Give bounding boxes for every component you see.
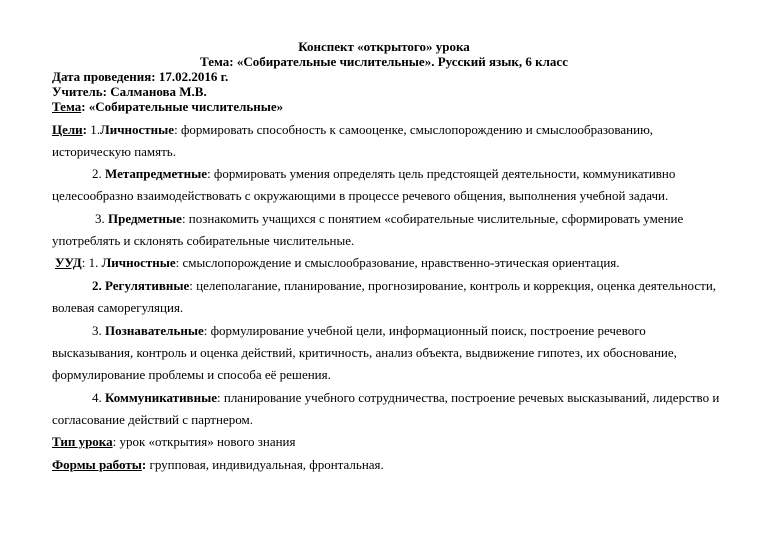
cognitive-label: Познавательные bbox=[105, 323, 204, 338]
meta-text: : формировать умения определять цель предстоящей деятельности, коммуникативно bbox=[207, 166, 676, 181]
uud-label: УУД bbox=[55, 255, 82, 270]
topic-label: Тема bbox=[52, 99, 82, 114]
topic-line bbox=[52, 100, 283, 114]
subject-text-cont: употреблять и склонять собирательные числительные. bbox=[52, 233, 355, 248]
personal-text-cont: историческую память. bbox=[52, 144, 176, 159]
uud-personal-text: : смыслопорождение и смыслообразование, нравственно-этическая ориентация. bbox=[175, 255, 620, 270]
subject-text: : познакомить учащихся с понятием «собирательные числительные, сформировать умение bbox=[181, 211, 684, 226]
communicative-label: Коммуникативные bbox=[105, 390, 217, 405]
uud-personal-label: Личностные bbox=[101, 255, 176, 270]
meta-label: Метапредметные bbox=[105, 166, 208, 181]
communicative-line: 4. Коммуникативные: планирование учебного сотрудничества, построение речевых высказываний, лидерство и bbox=[92, 390, 720, 405]
lesson-type-line bbox=[52, 435, 296, 449]
subject-label: Предметные bbox=[108, 211, 182, 226]
personal-text: : формировать способность к самооценке, смыслопорождению и смыслообразованию, bbox=[174, 122, 654, 137]
communicative-text-cont: согласование действий с партнером. bbox=[52, 412, 253, 427]
cognitive-line: 3. Познавательные: формулирование учебной цели, информационный поиск, построение речевого bbox=[92, 323, 646, 338]
goals-label: Цели bbox=[52, 122, 83, 137]
work-forms-line: Формы работы: групповая, индивидуальная, фронтальная. bbox=[52, 457, 384, 472]
uud-line: УУД: 1. Личностные: смыслопорождение и смыслообразование, нравственно-этическая ориентация. bbox=[55, 255, 620, 270]
teacher-line: Учитель: Салманова М.В. bbox=[52, 84, 207, 99]
lesson-type-label: Тип урока bbox=[52, 434, 113, 449]
cognitive-text-cont2: формулирование проблемы и способа её решения. bbox=[52, 367, 331, 382]
regulatory-label: 2. Регулятивные bbox=[92, 278, 190, 293]
work-forms-label: Формы работы bbox=[52, 457, 142, 472]
doc-subtitle: Тема: «Собирательные числительные». Русский язык, 6 класс bbox=[200, 54, 568, 69]
goals-line: Цели: 1.Личностные: формировать способность к самооценке, смыслопорождению и смыслообразованию, bbox=[52, 122, 654, 137]
regulatory-text: : целеполагание, планирование, прогнозирование, контроль и коррекция, оценка деятельности, bbox=[189, 278, 717, 293]
cognitive-text-cont: высказывания, контроль и оценка действий, критичность, анализ объекта, выдвижение гипотез, их обоснование, bbox=[52, 345, 677, 360]
doc-title: Конспект «открытого» урока bbox=[298, 39, 470, 54]
regulatory-text-cont: волевая саморегуляция. bbox=[52, 300, 184, 315]
regulatory-line bbox=[92, 279, 716, 293]
subject-line: 3. Предметные: познакомить учащихся с понятием «собирательные числительные, сформировать умение bbox=[95, 211, 684, 226]
topic-value: : «Собирательные числительные» bbox=[81, 99, 284, 114]
meta-text-cont: целесообразно взаимодействовать с окружающими в процессе речевого общения, выполнения учебной задачи. bbox=[52, 188, 669, 203]
personal-label: Личностные bbox=[100, 122, 175, 137]
meta-line: 2. Метапредметные: формировать умения определять цель предстоящей деятельности, коммуникативно bbox=[92, 166, 676, 181]
lesson-type-text: : урок «открытия» нового знания bbox=[112, 434, 296, 449]
date-line: Дата проведения: 17.02.2016 г. bbox=[52, 69, 229, 84]
work-forms-text: групповая, индивидуальная, фронтальная. bbox=[146, 457, 384, 472]
cognitive-text: : формулирование учебной цели, информационный поиск, построение речевого bbox=[203, 323, 646, 338]
communicative-text: : планирование учебного сотрудничества, построение речевых высказываний, лидерство и bbox=[217, 390, 720, 405]
